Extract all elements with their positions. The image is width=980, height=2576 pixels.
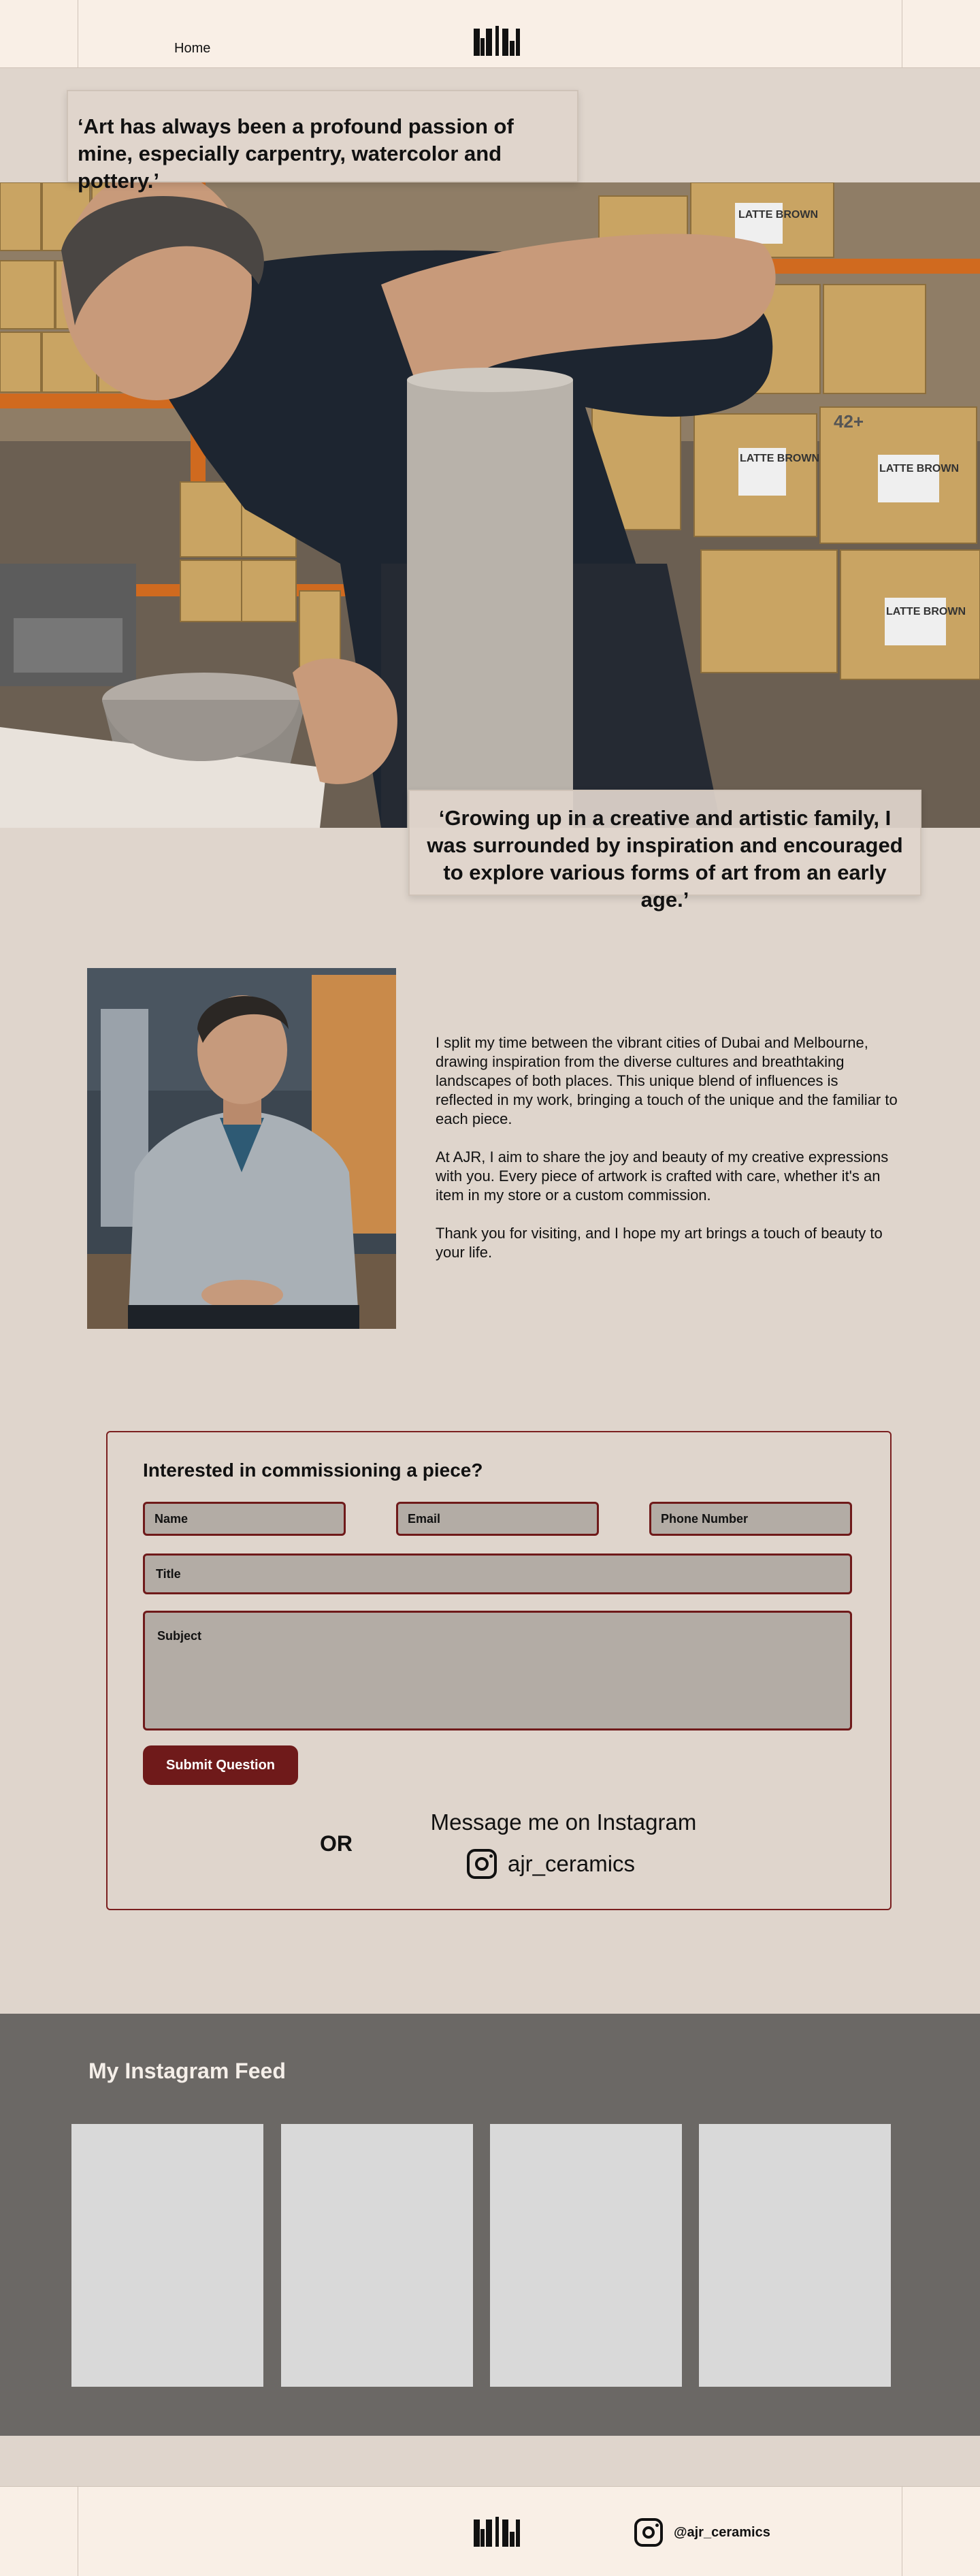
site-footer xyxy=(0,2486,980,2576)
box-label-2: LATTE BROWN xyxy=(879,463,960,474)
commission-form xyxy=(106,1431,892,1910)
instagram-feed-tile-3[interactable] xyxy=(490,2124,682,2387)
email-field-placeholder: Email xyxy=(408,1511,441,1526)
artist-portrait xyxy=(87,968,396,1329)
email-field[interactable] xyxy=(396,1502,599,1536)
title-field-placeholder: Title xyxy=(156,1566,181,1581)
instagram-message-label: Message me on Instagram xyxy=(430,1809,697,1835)
subject-field-placeholder: Subject xyxy=(157,1629,202,1643)
name-field-placeholder: Name xyxy=(154,1511,189,1526)
title-field[interactable] xyxy=(143,1553,852,1594)
instagram-icon xyxy=(634,2518,663,2547)
instagram-handle: ajr_ceramics xyxy=(508,1851,636,1876)
phone-field-placeholder: Phone Number xyxy=(661,1511,749,1526)
about-text xyxy=(436,1033,898,1281)
instagram-feed-tile-2[interactable] xyxy=(281,2124,473,2387)
about-paragraph-3: Thank you for visiting, and I hope my art brings a touch of beauty to your life. xyxy=(436,1225,883,1261)
phone-field[interactable] xyxy=(649,1502,852,1536)
hero-quote-bottom: ‘Growing up in a creative and artistic family, I was surrounded by inspiration and encouraged to explore various forms of art from an early age.’ xyxy=(408,790,921,896)
or-divider: OR xyxy=(320,1831,353,1856)
instagram-icon xyxy=(467,1849,497,1879)
hero-photo xyxy=(0,182,980,828)
commission-form-title: Interested in commissioning a piece? xyxy=(143,1460,483,1481)
footer-instagram-link[interactable] xyxy=(634,2518,770,2547)
name-field[interactable] xyxy=(143,1502,346,1536)
box-label-4: LATTE BROWN xyxy=(740,453,820,464)
instagram-feed-section xyxy=(0,2014,980,2436)
box-label-5: 42+ xyxy=(834,411,864,432)
instagram-feed-tile-4[interactable] xyxy=(699,2124,891,2387)
subject-field[interactable] xyxy=(143,1611,852,1730)
about-paragraph-2: At AJR, I aim to share the joy and beauty of my creative expressions with you. Every piece of artwork is crafted with care, whether it's an item in my store or a custom commission. xyxy=(436,1148,889,1204)
site-header xyxy=(0,0,980,68)
footer-logo[interactable] xyxy=(474,2517,520,2547)
header-logo[interactable] xyxy=(474,26,520,56)
submit-question-button[interactable]: Submit Question xyxy=(143,1745,298,1785)
potter-at-wheel-image xyxy=(0,182,980,828)
box-label-1: LATTE BROWN xyxy=(738,209,819,221)
instagram-link[interactable] xyxy=(467,1849,635,1879)
artist-portrait-image xyxy=(87,968,396,1329)
instagram-feed-title: My Instagram Feed xyxy=(88,2059,286,2083)
instagram-feed-tile-1[interactable] xyxy=(71,2124,263,2387)
footer-instagram-handle: @ajr_ceramics xyxy=(674,2524,770,2540)
box-label-3: LATTE BROWN xyxy=(886,606,966,617)
nav-home-link[interactable]: Home xyxy=(174,41,211,56)
hero-quote-top: ‘Art has always been a profound passion of mine, especially carpentry, watercolor and pottery.’ xyxy=(67,90,578,182)
about-paragraph-1: I split my time between the vibrant cities of Dubai and Melbourne, drawing inspiration from the diverse cultures and breathtaking landscapes of both places. This unique blend of influences is reflected in my work, bringing a touch of the unique and the familiar to each piece. xyxy=(436,1034,898,1127)
